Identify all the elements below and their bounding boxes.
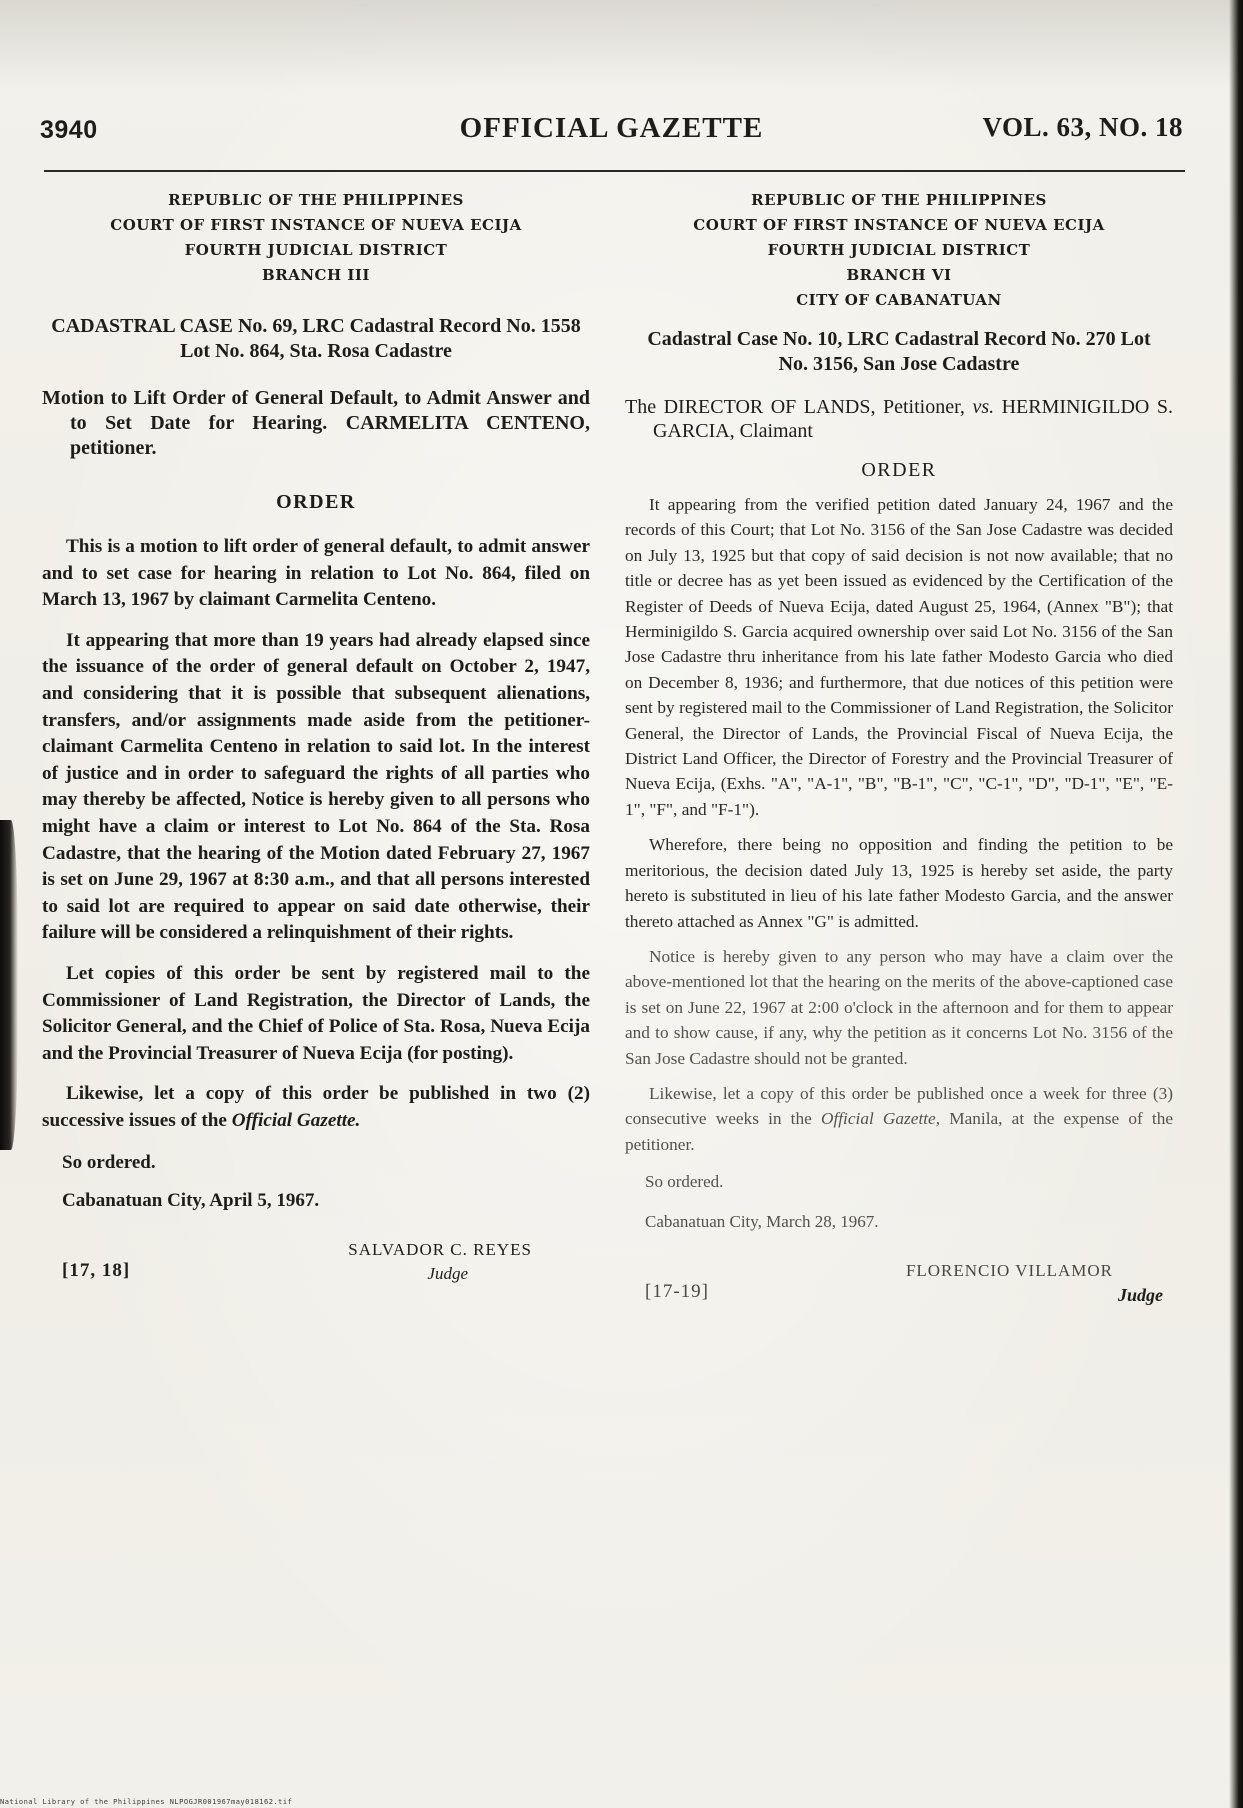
- so-ordered: So ordered.: [645, 1172, 724, 1192]
- gazette-title: OFFICIAL GAZETTE: [459, 112, 764, 144]
- place-date: Cabanatuan City, March 28, 1967.: [645, 1212, 879, 1232]
- signer-name: SALVADOR C. REYES: [348, 1240, 532, 1260]
- so-ordered: So ordered.: [62, 1152, 156, 1174]
- parties-versus: vs.: [972, 396, 995, 418]
- order-heading: ORDER: [861, 459, 937, 481]
- signer-name: FLORENCIO VILLAMOR: [905, 1261, 1113, 1281]
- left-column: [42, 188, 590, 1300]
- publication-italic: Official Gazette,: [820, 1109, 941, 1129]
- case-title: Cadastral Case No. 10, LRC Cadastral Record No. 270 Lot No. 3156, San Jose Cadastre: [647, 328, 1151, 375]
- binding-shadow: [0, 820, 18, 1150]
- court-caption: [42, 188, 590, 288]
- order-paragraph: Wherefore, there being no opposition and finding the petition to be meritorious, the decision dated July 13, 1925 is hereby set aside, the party hereto is substituted in lieu of his late father Modesto Garcia, and the answer thereto attached as Annex "G" is admitted.: [625, 835, 1173, 931]
- court-line: BRANCH III: [262, 266, 370, 284]
- page-header: [40, 108, 1183, 158]
- publication-text: Likewise, let a copy of this order be published in two (2) successive issues of the: [42, 1083, 590, 1131]
- signature-block: [625, 1251, 1173, 1321]
- order-paragraph: It appearing that more than 19 years had already elapsed since the issuance of the order of general default on October 2, 1947, and considering that it is possible that subsequent alienations, transfers, and/or assignments made aside from the petitioner-claimant Carmelita Centeno in relation to said lot. In the interest of justice and in order to safeguard the rights of all parties who may thereby be affected, Notice is hereby given to all persons who might have a claim or interest to Lot No. 864 of the Sta. Rosa Cadastre, that the hearing of the Motion dated February 27, 1967 is set on June 29, 1967 at 8:30 a.m., and that all persons interested to said lot are required to appear on said date otherwise, their failure will be considered a relinquishment of their rights.: [42, 629, 590, 944]
- case-parties: [625, 395, 1173, 443]
- volume-number: VOL. 63, NO. 18: [982, 112, 1183, 142]
- issue-reference: [17, 18]: [62, 1260, 131, 1282]
- publication-italic: Official Gazette.: [231, 1109, 361, 1131]
- parties-petitioner: The DIRECTOR OF LANDS, Petitioner,: [625, 396, 965, 418]
- scan-shade: [0, 0, 1243, 90]
- order-paragraph: It appearing from the verified petition dated January 24, 1967 and the records of this Court; that Lot No. 3156 of the San Jose Cadastre was decided on July 13, 1925 but that copy of said decision is not now available; that no title or decree has as yet been issued as evidenced by the Certification of the Register of Deeds of Nueva Ecija, dated August 25, 1964, (Annex "B"); that Herminigildo S. Garcia acquired ownership over said Lot No. 3156 of the San Jose Cadastre thru inheritance from his late father Modesto Garcia who died on December 8, 1936; and furthermore, that due notices of this petition were sent by registered mail to the Commissioner of Land Registration, the Solicitor General, the Director of Lands, the Provincial Fiscal of Nueva Ecija, the District Land Officer, the Director of Forestry and the Provincial Treasurer of Nueva Ecija, (Exhs. "A", "A-1", "B", "B-1", "C", "C-1", "D", "D-1", "E", "E-1", "F", and "F-1").: [625, 495, 1173, 819]
- signer-title: Judge: [427, 1264, 468, 1284]
- court-caption: [625, 188, 1173, 313]
- motion-title: Motion to Lift Order of General Default, to Admit Answer and to Set Date for Hearing. CARMELITA CENTENO, petitioner.: [42, 387, 590, 459]
- publication-text: Likewise, let a copy of this order be published once a week for three (3) consecutive weeks in the: [625, 1083, 1173, 1129]
- court-line: FOURTH JUDICIAL DISTRICT: [184, 241, 448, 259]
- order-heading: ORDER: [276, 491, 356, 513]
- parties-claimant: HERMINIGILDO S. GARCIA, Claimant: [653, 396, 1173, 442]
- header-rule: [44, 170, 1185, 172]
- publication-text-end: Manila, at the expense of the petitioner.: [625, 1109, 1174, 1154]
- order-paragraph: Notice is hereby given to any person who may have a claim over the above-mentioned lot that the hearing on the merits of the above-captioned case is set on June 22, 1967 at 2:00 o'clock in the afternoon and for them to appear and to show cause, if any, why the petition as it concerns Lot No. 3156 of the San Jose Cadastre should not be granted.: [625, 946, 1173, 1068]
- court-line: COURT OF FIRST INSTANCE OF NUEVA ECIJA: [693, 216, 1105, 234]
- right-column: [625, 188, 1173, 1321]
- order-paragraph: This is a motion to lift order of general default, to admit answer and to set case for hearing in relation to Lot No. 864, filed on March 13, 1967 by claimant Carmelita Centeno.: [42, 536, 590, 611]
- court-line: FOURTH JUDICIAL DISTRICT: [767, 241, 1031, 259]
- issue-reference: [17-19]: [645, 1281, 709, 1303]
- order-paragraph: Let copies of this order be sent by registered mail to the Commissioner of Land Registration, the Director of Lands, the Solicitor General, and the Chief of Police of Sta. Rosa, Nueva Ecija and the Provincial Treasurer of Nueva Ecija (for posting).: [42, 962, 590, 1064]
- publication-paragraph: [625, 1081, 1173, 1157]
- place-date: Cabanatuan City, April 5, 1967.: [62, 1190, 320, 1212]
- court-line: BRANCH VI: [846, 266, 952, 284]
- scan-footer-note: National Library of the Philippines NLPOGJR001967may018162.tif: [0, 1798, 293, 1806]
- page-edge-shadow: [1229, 0, 1243, 1808]
- court-line: COURT OF FIRST INSTANCE OF NUEVA ECIJA: [110, 216, 522, 234]
- signature-block: [42, 1230, 590, 1300]
- court-line: CITY OF CABANATUAN: [796, 291, 1002, 309]
- page-number: 3940: [40, 116, 98, 144]
- case-title: CADASTRAL CASE No. 69, LRC Cadastral Record No. 1558 Lot No. 864, Sta. Rosa Cadastre: [51, 315, 581, 362]
- court-line: REPUBLIC OF THE PHILIPPINES: [751, 191, 1047, 209]
- signer-title: Judge: [1118, 1285, 1163, 1306]
- publication-paragraph: [42, 1081, 590, 1134]
- court-line: REPUBLIC OF THE PHILIPPINES: [168, 191, 464, 209]
